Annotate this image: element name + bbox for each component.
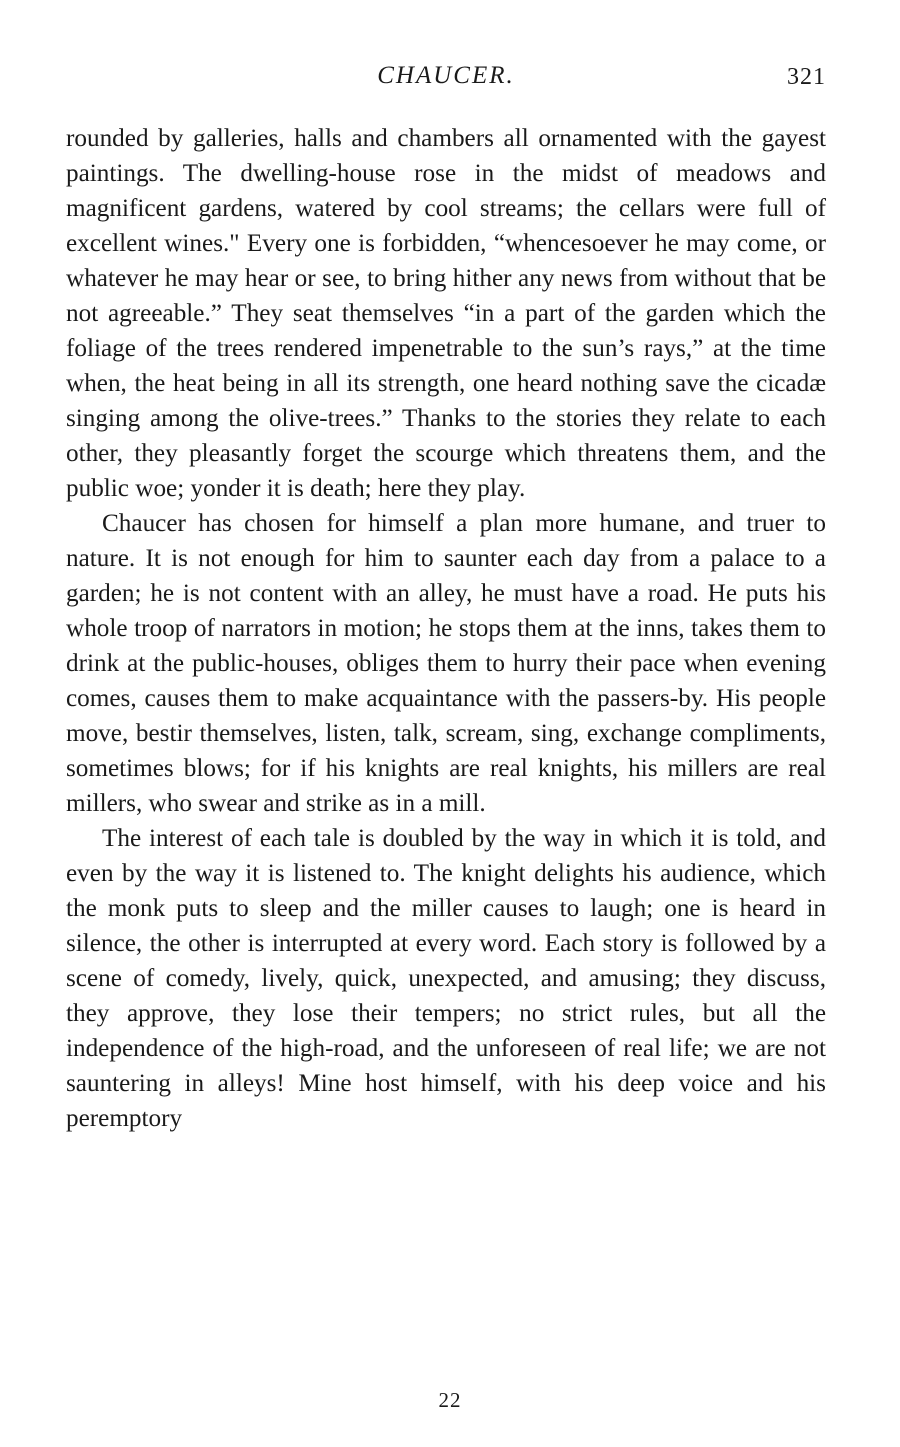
signature-mark: 22 [438, 1388, 462, 1412]
paragraph: The interest of each tale is doubled by the way in which it is told, and even by the way it is listened to. The knight delights his audience, which the monk puts to sleep and the miller causes to laugh; one is heard in silence, the other is interrupted at every word. Each story is followed by a scene of comedy, lively, quick, unexpected, and amusing; they discuss, they approve, they lose their tempers; no strict rules, but all the independence of the high-road, and the unforeseen of real life; we are not sauntering in alleys! Mine host himself, with his deep voice and his peremptory [66, 825, 826, 1132]
running-title: CHAUCER. [377, 62, 515, 89]
paragraph-continued: rounded by galleries, halls and chambers all ornamented with the gayest paintings. The dwelling-house rose in the midst of meadows and magnificent gardens, watered by cool streams; the cellars were full of excellent wines." Every one is forbidden, “whencesoever he may come, or whatever he may hear or see, to bring hither any news from without that be not agreeable.” They seat themselves “in a part of the garden which the foliage of the trees rendered impenetrable to the sun’s rays,” at the time when, the heat being in all its strength, one heard nothing save the cicadæ singing among the olive-trees.” Thanks to the stories they relate to each other, they pleasantly forget the scourge which threatens them, and the public woe; yonder it is death; here they play. [66, 125, 826, 502]
body-text [66, 121, 826, 1136]
paragraph: Chaucer has chosen for himself a plan more humane, and truer to nature. It is not enough for him to saunter each day from a palace to a garden; he is not content with an alley, he must have a road. He puts his whole troop of narrators in motion; he stops them at the inns, takes them to drink at the public-houses, obliges them to hurry their pace when evening comes, causes them to make acquaintance with the passers-by. His people move, bestir themselves, listen, talk, scream, sing, exchange compliments, sometimes blows; for if his knights are real knights, his millers are real millers, who swear and strike as in a mill. [66, 510, 826, 817]
page-number: 321 [787, 64, 826, 90]
running-head [66, 62, 826, 102]
